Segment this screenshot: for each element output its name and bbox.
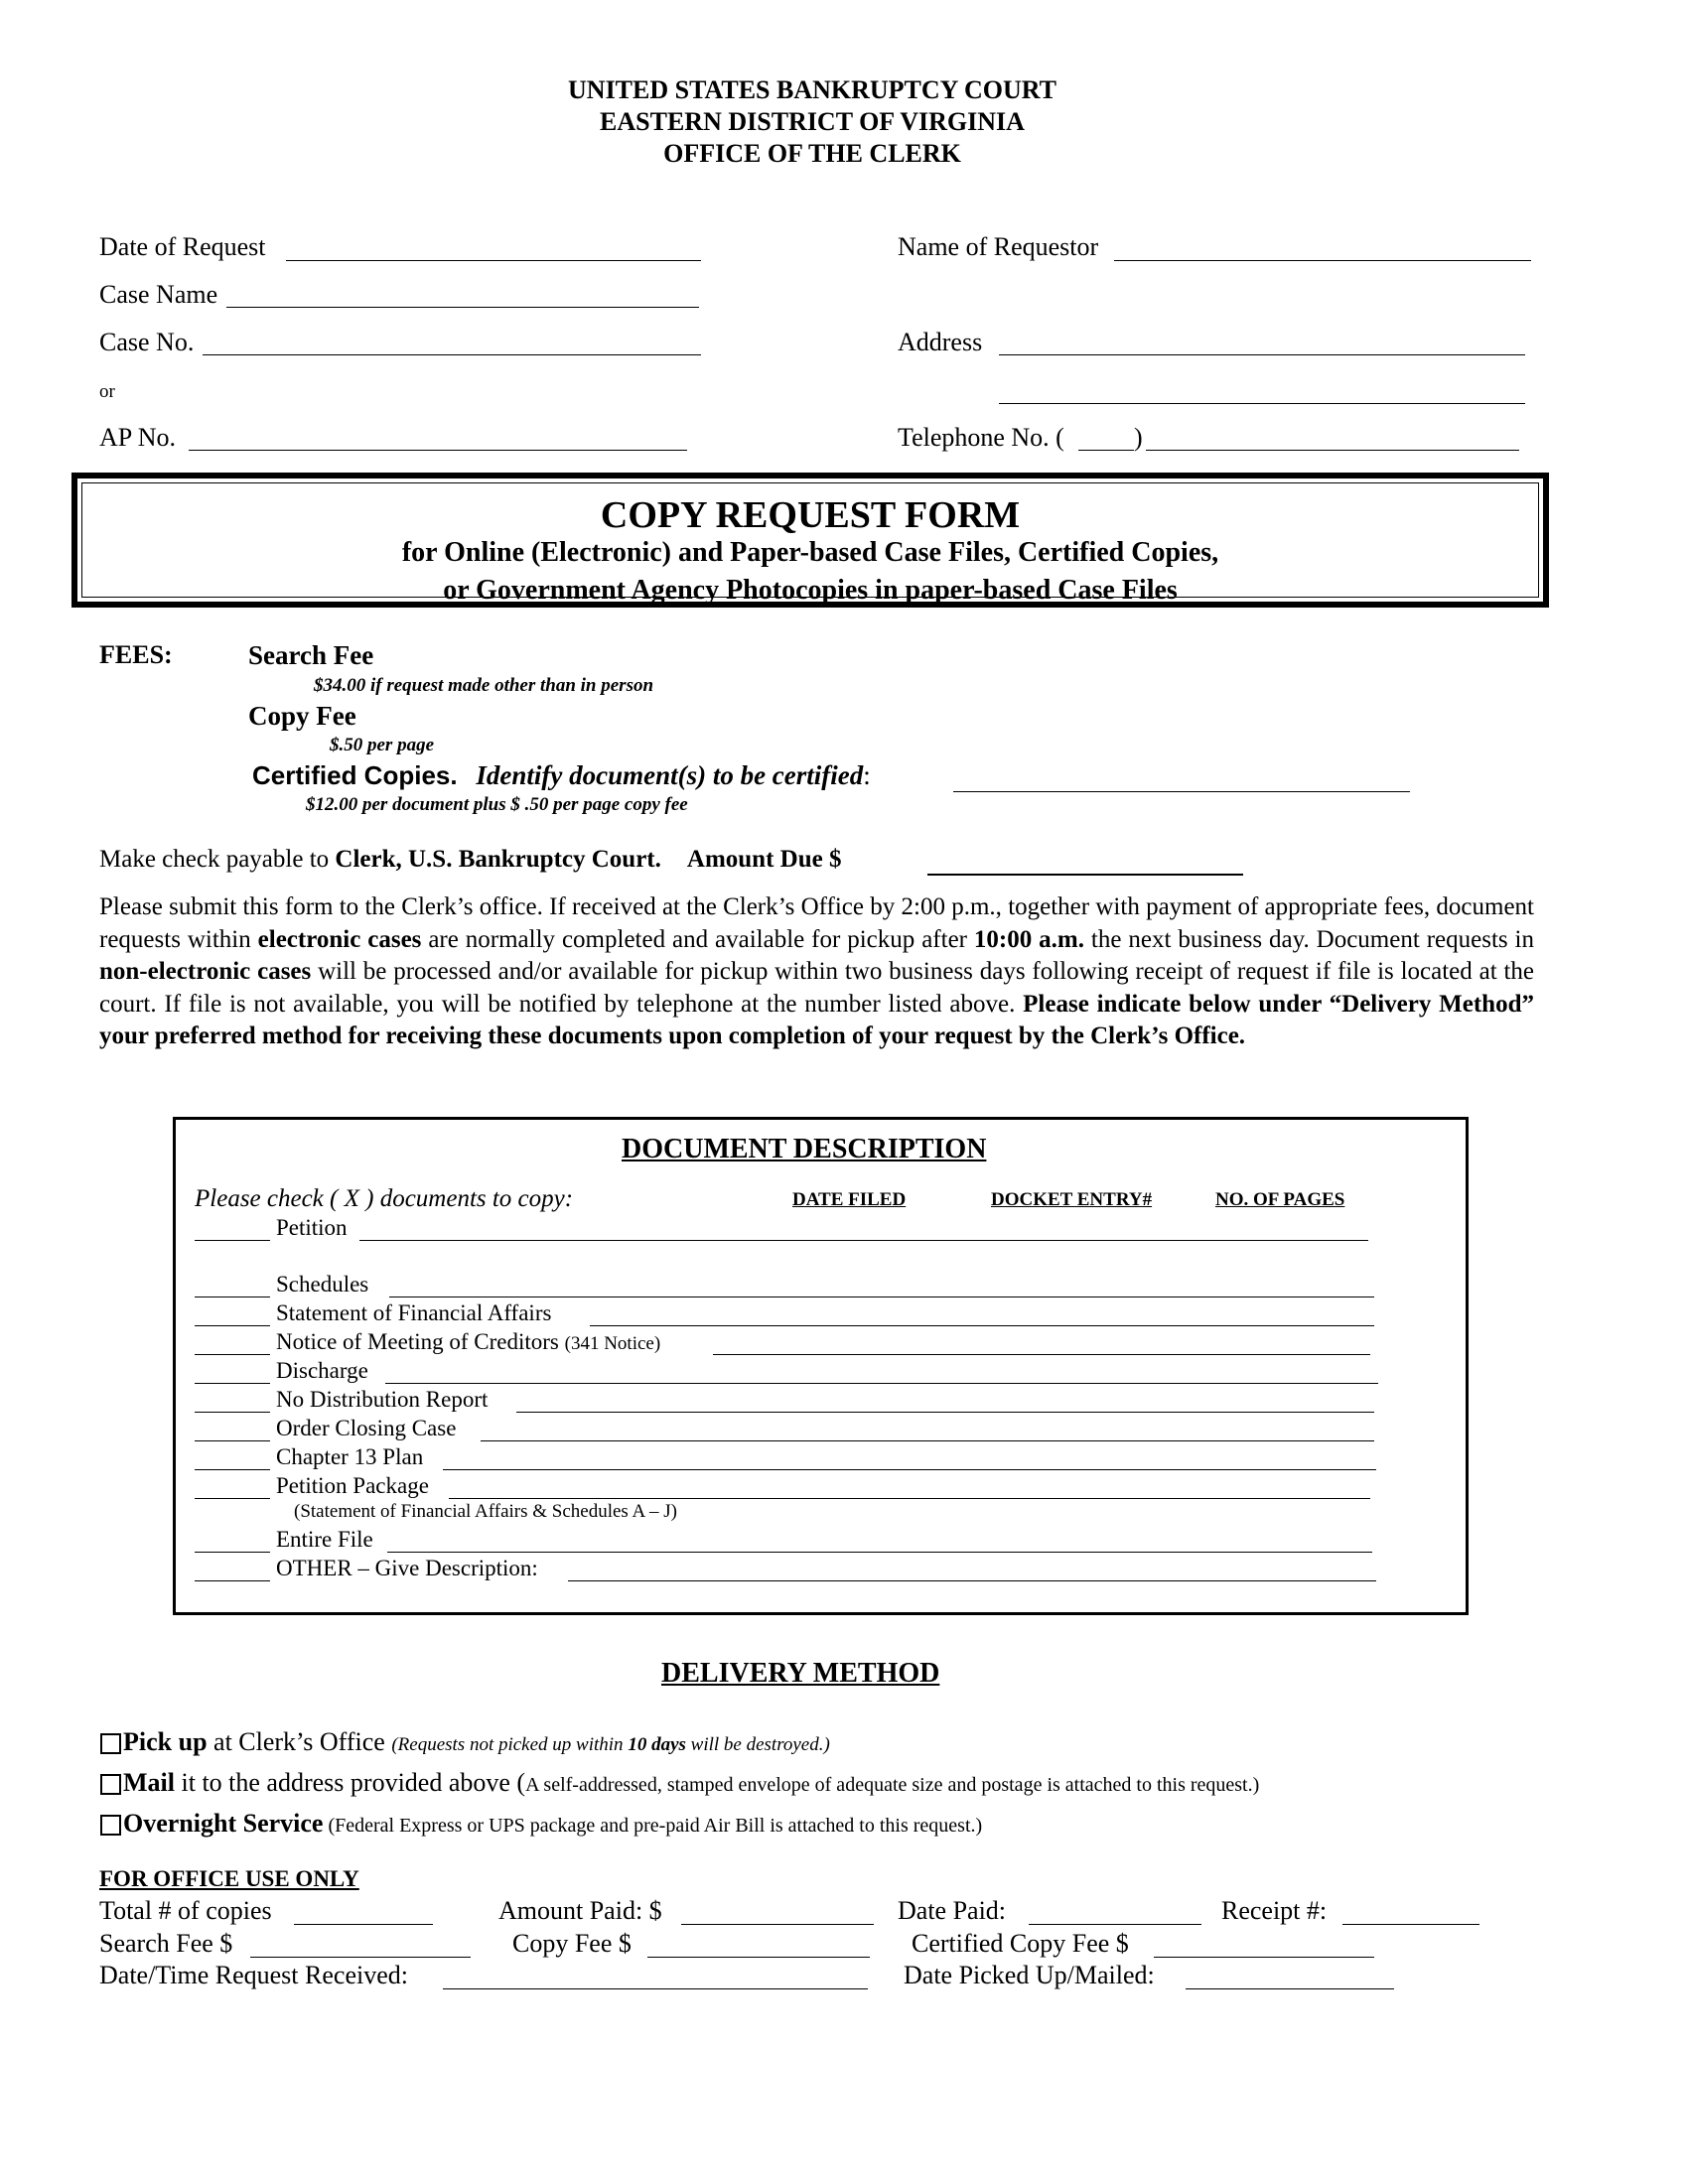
certified-copy-fee-field[interactable] [1154, 1957, 1374, 1958]
amount-due-field[interactable] [927, 874, 1243, 876]
ap-no-label: AP No. [99, 423, 177, 452]
office-use-title: FOR OFFICE USE ONLY [99, 1866, 359, 1891]
name-of-requestor-label: Name of Requestor [898, 232, 1099, 261]
detail-line-petition-package[interactable] [449, 1498, 1370, 1499]
copy-fee-note: $.50 per page [330, 735, 435, 755]
certified-copies-row [252, 760, 871, 791]
payable-prefix: Make check payable to [99, 846, 336, 873]
total-copies-label: Total # of copies [99, 1896, 272, 1925]
ap-no-field[interactable] [189, 450, 687, 451]
amount-due-label: Amount Due $ [686, 846, 842, 873]
receipt-label: Receipt #: [1221, 1896, 1328, 1925]
checkbox-line-order-closing[interactable] [195, 1440, 270, 1441]
name-of-requestor-field[interactable] [1114, 260, 1531, 261]
detail-line-other[interactable] [568, 1580, 1376, 1581]
detail-line-entire-file[interactable] [387, 1552, 1372, 1553]
detail-line-order-closing[interactable] [481, 1440, 1374, 1441]
notice-label: Notice of Meeting of Creditors [276, 1329, 559, 1354]
doc-item-petition-package: Petition Package [276, 1473, 429, 1498]
column-docket-entry: DOCKET ENTRY# [991, 1189, 1153, 1210]
column-date-filed: DATE FILED [792, 1189, 907, 1210]
telephone-label: Telephone No. ( [898, 423, 1064, 452]
amount-paid-field[interactable] [681, 1924, 874, 1925]
or-label: or [99, 381, 115, 402]
instructions-text-1: Please submit this form to the Clerk’s office. If received at the Clerk’s Office by 2:00 p.m., together with payment of appropriate fees, document requests within [99, 893, 1534, 953]
checkbox-line-petition[interactable] [195, 1240, 270, 1241]
address-label: Address [898, 328, 983, 356]
checkbox-line-notice[interactable] [195, 1354, 270, 1355]
mail-label: Mail [123, 1768, 175, 1797]
checkbox-line-chapter13[interactable] [195, 1469, 270, 1470]
copy-fee-label: Copy Fee [248, 701, 356, 731]
pickup-note-days: 10 days [628, 1734, 686, 1755]
mail-option [123, 1768, 1259, 1798]
instructions-text-4: will be processed and/or available for pickup within two business days following receipt of request if file is located at the court. If file is not available, you will be notified by telephone at the number listed above. [99, 958, 1534, 1018]
checkbox-line-entire-file[interactable] [195, 1552, 270, 1553]
certified-fee-note: $12.00 per document plus $ .50 per page copy fee [306, 794, 688, 815]
overnight-note: (Federal Express or UPS package and pre-paid Air Bill is attached to this request.) [323, 1815, 983, 1837]
doc-item-order-closing-case: Order Closing Case [276, 1416, 457, 1440]
checkbox-line-no-distribution[interactable] [195, 1412, 270, 1413]
mail-text: it to the address provided above ( [175, 1768, 526, 1797]
date-picked-up-field[interactable] [1186, 1988, 1394, 1989]
pickup-text: at Clerk’s Office [207, 1727, 392, 1756]
date-of-request-label: Date of Request [99, 232, 266, 261]
detail-line-statement[interactable] [590, 1325, 1374, 1326]
instructions-text-2: are normally completed and available for pickup after [421, 925, 974, 953]
case-no-label: Case No. [99, 328, 195, 356]
amount-paid-label: Amount Paid: $ [498, 1896, 662, 1925]
notice-note: (341 Notice) [564, 1333, 661, 1354]
pickup-option [123, 1727, 830, 1757]
fees-label: FEES: [99, 640, 173, 669]
checkbox-line-statement[interactable] [195, 1325, 270, 1326]
date-picked-up-label: Date Picked Up/Mailed: [904, 1961, 1155, 1989]
overnight-checkbox[interactable] [100, 1815, 121, 1836]
date-time-received-field[interactable] [443, 1988, 868, 1989]
date-of-request-field[interactable] [286, 260, 701, 261]
pickup-checkbox[interactable] [100, 1733, 121, 1754]
telephone-area-code-field[interactable] [1078, 450, 1134, 451]
form-subtitle-2: or Government Agency Photocopies in paper-based Case Files [443, 575, 1178, 606]
search-fee-note: $34.00 if request made other than in person [314, 675, 654, 696]
payable-line [99, 846, 841, 874]
doc-item-petition: Petition [276, 1215, 348, 1240]
court-name: UNITED STATES BANKRUPTCY COURT [568, 75, 1056, 104]
certified-colon: : [863, 760, 871, 790]
instructions-bold-2: 10:00 a.m. [973, 925, 1084, 953]
date-paid-field[interactable] [1029, 1924, 1201, 1925]
case-name-field[interactable] [226, 307, 699, 308]
overnight-option [123, 1809, 982, 1839]
date-paid-label: Date Paid: [898, 1896, 1007, 1925]
search-fee-office-label: Search Fee $ [99, 1929, 233, 1958]
date-time-received-label: Date/Time Request Received: [99, 1961, 408, 1989]
check-instruction: Please check ( X ) documents to copy: [195, 1185, 574, 1212]
column-no-of-pages: NO. OF PAGES [1215, 1189, 1345, 1210]
telephone-field[interactable] [1146, 450, 1519, 451]
detail-line-petition[interactable] [359, 1240, 1368, 1241]
doc-item-schedules: Schedules [276, 1272, 369, 1297]
instructions-bold-4: Please indicate below under “Delivery Method” your preferred method for receiving these documents upon completion of your request by the Clerk’s Office. [99, 990, 1534, 1049]
certified-copy-fee-label: Certified Copy Fee $ [912, 1929, 1129, 1958]
doc-item-chapter-13-plan: Chapter 13 Plan [276, 1444, 424, 1469]
instructions-bold-3: non-electronic cases [99, 958, 312, 985]
search-fee-office-field[interactable] [250, 1957, 471, 1958]
certified-identify-label: Identify document(s) to be certified [476, 760, 864, 790]
form-subtitle-1: for Online (Electronic) and Paper-based Case Files, Certified Copies, [401, 537, 1219, 568]
receipt-field[interactable] [1342, 1924, 1479, 1925]
doc-item-no-distribution-report: No Distribution Report [276, 1387, 489, 1412]
telephone-paren-close: ) [1134, 423, 1143, 452]
search-fee-label: Search Fee [248, 640, 374, 670]
overnight-label: Overnight Service [123, 1809, 324, 1838]
checkbox-line-petition-package[interactable] [195, 1498, 270, 1499]
detail-line-discharge[interactable] [385, 1383, 1378, 1384]
checkbox-line-discharge[interactable] [195, 1383, 270, 1384]
doc-item-other: OTHER – Give Description: [276, 1556, 538, 1580]
doc-item-discharge: Discharge [276, 1358, 368, 1383]
address-field-line1[interactable] [999, 354, 1525, 355]
copy-fee-office-field[interactable] [647, 1957, 870, 1958]
checkbox-line-other[interactable] [195, 1580, 270, 1581]
mail-note: A self-addressed, stamped envelope of adequate size and postage is attached to this request.) [525, 1774, 1260, 1796]
delivery-method-title: DELIVERY METHOD [661, 1658, 940, 1689]
doc-item-entire-file: Entire File [276, 1527, 373, 1552]
instructions-text-3: the next business day. Document requests in [1084, 925, 1534, 953]
total-copies-field[interactable] [294, 1924, 433, 1925]
detail-line-chapter13[interactable] [443, 1469, 1376, 1470]
mail-checkbox[interactable] [100, 1774, 121, 1795]
doc-item-statement-financial-affairs: Statement of Financial Affairs [276, 1300, 552, 1325]
payable-payee: Clerk, U.S. Bankruptcy Court. [335, 846, 661, 873]
document-description-title: DOCUMENT DESCRIPTION [622, 1134, 987, 1164]
case-no-field[interactable] [203, 354, 701, 355]
pickup-note-c: will be destroyed.) [685, 1734, 830, 1755]
form-title-box [71, 473, 1549, 608]
doc-item-notice-meeting [276, 1329, 660, 1355]
pickup-note-a: (Requests not picked up within [391, 1734, 629, 1755]
form-title: COPY REQUEST FORM [600, 494, 1021, 536]
detail-line-no-distribution[interactable] [516, 1412, 1374, 1413]
petition-package-note: (Statement of Financial Affairs & Schedules A – J) [294, 1501, 677, 1522]
pickup-label: Pick up [123, 1727, 208, 1756]
detail-line-notice[interactable] [713, 1354, 1370, 1355]
instructions-paragraph [99, 891, 1534, 1053]
case-name-label: Case Name [99, 280, 218, 309]
copy-fee-office-label: Copy Fee $ [512, 1929, 632, 1958]
district-name: EASTERN DISTRICT OF VIRGINIA [600, 107, 1025, 136]
address-field-line2[interactable] [999, 403, 1525, 404]
certified-documents-field[interactable] [953, 791, 1410, 792]
instructions-bold-1: electronic cases [257, 925, 422, 953]
certified-copies-label: Certified Copies. [252, 760, 458, 790]
office-name: OFFICE OF THE CLERK [663, 139, 961, 168]
